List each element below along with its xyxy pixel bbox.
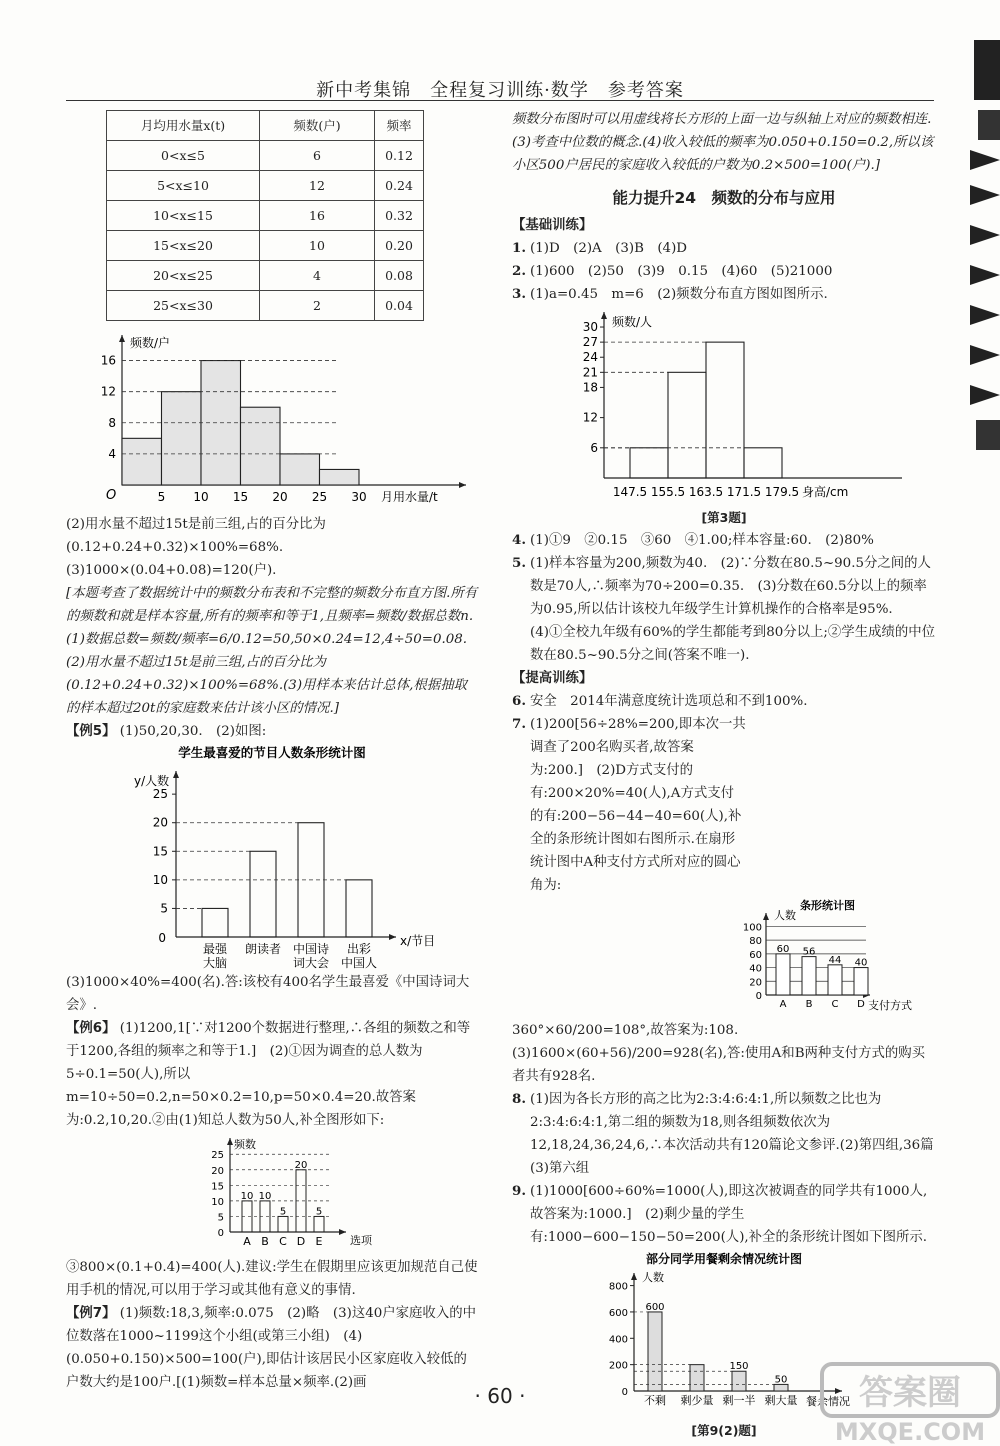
histogram-bar: [668, 372, 706, 478]
question-6: 6. 安全 2014年满意度统计选项总和不到100%.: [512, 693, 808, 709]
table-row: [107, 141, 424, 171]
y-tick-label: 21: [582, 365, 598, 380]
answer-text: (2)用水量不超过15t是前三组,占的百分比为(0.12+0.24+0.32)×100%=68%.: [66, 517, 326, 555]
y-axis-label: 频数: [234, 1138, 256, 1151]
x-axis-arrow: [339, 1229, 346, 1235]
table-cell: 16: [260, 201, 375, 231]
question-1: 1. (1)D (2)A (3)B (4)D: [512, 240, 688, 256]
table-cell: 0.20: [375, 231, 424, 261]
question-text: (1)①9 ②0.15 ③60 ④1.00;样本容量:60. (2)80%: [530, 533, 874, 548]
bar: [690, 1365, 704, 1391]
data-label: 10: [258, 1190, 272, 1202]
x-tick-label: 171.5: [726, 485, 762, 499]
header-rule: [66, 100, 934, 101]
example-label: 【例7】: [66, 1306, 116, 1321]
y-tick-label: 6: [590, 440, 598, 455]
y-axis-label: 人数: [642, 1271, 664, 1284]
y-tick-label: 20: [749, 977, 762, 989]
y-axis-arrow: [601, 312, 607, 319]
y-axis-label: 频数/人: [612, 315, 653, 329]
y-tick-label: 10: [211, 1196, 224, 1208]
example-6: [66, 1017, 478, 1132]
question-text: (1)200[56÷28%=200,即本次一共调查了200名购买者,故答案为:200.] (2)D方式支付的有:200×20%=40(人),A方式支付的有:200−56−44−40=60(人),补全的条形统计图如右图所示.在扇形统计图中A种支付方式所对应的圆心角为:: [530, 717, 746, 893]
subsection-label: [512, 214, 936, 237]
y-tick-label: 100: [742, 922, 762, 934]
height-histogram: [512, 306, 936, 506]
origin-label: 0: [217, 1228, 224, 1239]
x-tick-label: 30: [351, 490, 367, 504]
table-cell: 12: [260, 171, 375, 201]
bar: [732, 1371, 746, 1391]
x-axis-label: 月用水量/t: [381, 490, 438, 504]
bar: [278, 1216, 288, 1232]
histogram-bar: [320, 469, 360, 485]
explanation-text: [本题考查了数据统计中的频数分布表和不完整的频数分布直方图.所有的频数和就是样本容量,所有的频率和等于1,且频率=频数/数据总数n.(1)数据总数=频数/频率=6/0.12=50,50×0.24=12,4÷50=0.08.(2)用水量不超过15t是前三组,占的百分比为(0.12+0.24+0.32)×100%=68%.(3)用样本来估计总体,根据抽取的样本超过20t的家庭数来估计该小区的情况.]: [66, 586, 478, 716]
histogram-bar: [122, 438, 162, 485]
x-tick-label: C: [279, 1235, 287, 1248]
table-cell: 10: [260, 231, 375, 261]
question-9: 9. (1)1000[600÷60%=1000(人),即这次被调查的同学共有1000人,故答案为:1000.] (2)剩少量的学生有:1000−600−150−50=200(人),补全的条形统计图如下图所示.: [512, 1183, 928, 1245]
histogram-bar: [744, 448, 782, 478]
question-8: 8. (1)因为各长方形的高之比为2:3:4:6:4:1,所以频数之比也为2:3:4:6:4:1,第二组的频数为18,则各组频数依次为12,18,24,36,24,6,∴本次活动共有120篇论文参评.(2)第四组,36篇 (3)第六组: [512, 1091, 947, 1176]
edge-tabs-decoration: [970, 0, 1000, 500]
y-tick-label: 20: [211, 1165, 224, 1177]
svg-text:答案圈: 答案圈: [859, 1373, 961, 1413]
table-row: [107, 261, 424, 291]
y-tick-label: 24: [582, 350, 598, 365]
x-tick-label: 179.5: [764, 485, 800, 499]
data-label: 40: [854, 957, 868, 969]
question-text: (1)因为各长方形的高之比为2:3:4:6:4:1,所以频数之比也为2:3:4:6:4:1,第二组的频数为18,则各组频数依次为12,18,24,36,24,6,∴本次活动共有120篇论文参评.(2)第四组,36篇 (3)第六组: [530, 1092, 947, 1176]
question-text: 360°×60/200=108°,故答案为:108. (3)1600×(60+56)/200=928(名),答:使用A和B两种支付方式的购买者共有928名.: [512, 1023, 926, 1084]
bar: [250, 851, 276, 937]
subsection-label: [512, 667, 936, 690]
answer-text: (3)1000×(0.04+0.08)=120(户).: [66, 563, 277, 578]
watermark-logo: [820, 1360, 1000, 1446]
y-axis-arrow: [631, 1273, 637, 1280]
question-text: 安全 2014年满意度统计选项总和不到100%.: [530, 694, 808, 709]
table-row: [107, 291, 424, 321]
x-tick-label: 不剩: [644, 1394, 666, 1407]
section-title: 能力提升24 频数的分布与应用: [612, 189, 836, 207]
bar: [202, 908, 228, 937]
x-axis-label: 餐余情况: [806, 1395, 850, 1408]
figure-caption: [第3题]: [701, 510, 747, 525]
question-text: (1)a=0.45 m=6 (2)频数分布直方图如图所示.: [530, 287, 828, 302]
y-axis-arrow: [227, 1138, 233, 1145]
data-label: 5: [279, 1206, 287, 1218]
x-tick-label: 中国人: [340, 956, 378, 970]
y-axis-label: y/人数: [134, 774, 170, 788]
x-tick-label: 147.5: [612, 485, 648, 499]
x-tick-label: 20: [272, 490, 288, 504]
table-header-row: [107, 111, 424, 141]
data-label: 56: [802, 946, 816, 958]
y-tick-label: 8: [108, 415, 116, 430]
x-tick-label: 大脑: [202, 956, 228, 970]
y-tick-label: 27: [582, 335, 598, 350]
example-7: [66, 1302, 478, 1394]
x-tick-label: 15: [232, 490, 249, 504]
table-header: 频数(户): [260, 111, 375, 141]
chart-title: 部分同学用餐剩余情况统计图: [645, 1252, 803, 1266]
svg-text:MXQE.COM: MXQE.COM: [834, 1418, 986, 1446]
y-tick-label: 16: [100, 353, 116, 368]
y-axis-arrow: [173, 771, 179, 778]
x-tick-label: C: [831, 999, 839, 1010]
data-label: 50: [774, 1374, 788, 1386]
y-axis-arrow: [763, 913, 769, 920]
y-tick-label: 20: [152, 815, 168, 830]
bar: [648, 1312, 662, 1391]
y-tick-label: 800: [608, 1281, 628, 1293]
payment-method-bar-chart: [730, 897, 936, 1019]
table-cell: 0.32: [375, 201, 424, 231]
y-axis-arrow: [119, 335, 125, 342]
chart-title: 条形统计图: [800, 899, 855, 912]
y-tick-label: 80: [749, 936, 762, 948]
data-label: 44: [828, 954, 842, 966]
table-cell: 0.12: [375, 141, 424, 171]
answer-text: ③800×(0.1+0.4)=400(人).建议:学生在假期里应该更加规范自己使用手机的情况,可以用于学习或其他有意义的事情.: [66, 1260, 478, 1298]
x-tick-label: 25: [311, 490, 328, 504]
bar: [346, 880, 372, 937]
y-tick-label: 40: [749, 963, 762, 975]
y-tick-label: 400: [608, 1334, 628, 1346]
x-tick-label: 剩一半: [722, 1394, 756, 1407]
x-tick-label: E: [315, 1235, 323, 1248]
x-tick-label: 163.5: [688, 485, 724, 499]
example-5: [66, 720, 478, 743]
origin-label: 0: [755, 991, 762, 1002]
table-cell: 0.24: [375, 171, 424, 201]
question-text: (1)600 (2)50 (3)9 0.15 (4)60 (5)21000: [530, 264, 833, 279]
bar: [828, 965, 842, 995]
histogram-bar: [162, 392, 202, 485]
table-cell: 5<x≤10: [107, 171, 260, 201]
example-text: (1)50,20,30. (2)如图:: [119, 724, 267, 739]
question-text: (1)1000[600÷60%=1000(人),即这次被调查的同学共有1000人,故答案为:1000.] (2)剩少量的学生有:1000−600−150−50=200(人),补全的条形统计图如下图所示.: [530, 1184, 928, 1245]
histogram-bar: [280, 454, 320, 485]
y-tick-label: 5: [217, 1212, 224, 1224]
y-tick-label: 4: [108, 446, 116, 461]
advanced-training-label: 【提高训练】: [512, 671, 593, 686]
x-axis-label: 选项: [350, 1234, 372, 1247]
right-column: [512, 108, 947, 1442]
origin-label: 0: [621, 1387, 628, 1398]
y-tick-label: 600: [608, 1307, 628, 1319]
question-3: 3. (1)a=0.45 m=6 (2)频数分布直方图如图所示.: [512, 286, 828, 302]
favorite-program-bar-chart: [66, 743, 478, 971]
question-text: (1)样本容量为200,频数为40. (2)∵分数在80.5~90.5分之间的人数是70人,∴频率为70÷200=0.35. (3)分数在60.5分以上的频率为0.95,所以估计该校九年级学生计算机操作的合格率是95%. (4)①全校九年级有60%的学生都能考到80分以上;②学生成绩的中位数在80.5~90.5分之间(答案不唯一).: [530, 556, 936, 663]
y-tick-label: 15: [211, 1181, 224, 1193]
bar: [802, 957, 816, 995]
table-row: [107, 171, 424, 201]
x-tick-label: 剩少量: [680, 1394, 714, 1407]
data-label: 600: [645, 1301, 665, 1313]
y-tick-label: 200: [608, 1360, 628, 1372]
table-cell: 2: [260, 291, 375, 321]
question-2: 2. (1)600 (2)50 (3)9 0.15 (4)60 (5)21000: [512, 263, 833, 279]
water-usage-histogram: [66, 327, 478, 513]
x-tick-label: 5: [157, 490, 166, 504]
table-cell: 0.08: [375, 261, 424, 291]
question-7-text-wrap: 7. (1)200[56÷28%=200,即本次一共调查了200名购买者,故答案为:200.] (2)D方式支付的有:200×20%=40(人),A方式支付的有:200−56−44−40=60(人),补全的条形统计图如右图所示.在扇形统计图中A种支付方式所对应的圆心角为:: [512, 716, 746, 893]
table-cell: 25<x≤30: [107, 291, 260, 321]
question-5: 5. (1)样本容量为200,频数为40. (2)∵分数在80.5~90.5分之间的人数是70人,∴频率为70÷200=0.35. (3)分数在60.5分以上的频率为0.95,所以估计该校九年级学生计算机操作的合格率是95%. (4)①全校九年级有60%的学生都能考到80分以上;②学生成绩的中位数在80.5~90.5分之间(答案不唯一).: [512, 555, 936, 663]
y-tick-label: 12: [100, 384, 116, 399]
x-tick-label: B: [261, 1235, 269, 1248]
data-label: 60: [776, 943, 790, 955]
origin-label: O: [106, 488, 117, 503]
bar: [776, 954, 790, 995]
phone-usage-bar-chart: [66, 1132, 478, 1256]
x-tick-label: 朗读者: [244, 942, 282, 956]
y-tick-label: 25: [152, 787, 168, 802]
x-tick-label: D: [296, 1235, 306, 1248]
x-tick-label: A: [243, 1235, 251, 1248]
table-cell: 20<x≤25: [107, 261, 260, 291]
table-cell: 15<x≤20: [107, 231, 260, 261]
x-tick-label: A: [779, 999, 787, 1010]
x-tick-label: 词大会: [292, 956, 330, 970]
left-column: [66, 110, 478, 1394]
question-4: 4. (1)①9 ②0.15 ③60 ④1.00;样本容量:60. (2)80%: [512, 532, 874, 548]
y-axis-label: 人数: [774, 909, 796, 922]
example-label: 【例5】: [66, 724, 116, 739]
x-tick-label: 出彩: [346, 942, 372, 956]
question-text: (1)D (2)A (3)B (4)D: [530, 241, 688, 256]
x-axis-label: 身高/cm: [802, 485, 849, 499]
table-cell: 6: [260, 141, 375, 171]
y-tick-label: 15: [152, 844, 168, 859]
histogram-bar: [706, 342, 744, 478]
x-axis-arrow: [389, 934, 396, 940]
x-tick-label: B: [805, 999, 813, 1010]
table-header: 频率: [375, 111, 424, 141]
table-cell: 10<x≤15: [107, 201, 260, 231]
table-cell: 0<x≤5: [107, 141, 260, 171]
x-tick-label: 155.5: [650, 485, 686, 499]
table-row: [107, 231, 424, 261]
y-tick-label: 60: [749, 949, 762, 961]
origin-label: 0: [158, 931, 166, 945]
x-tick-label: D: [857, 999, 865, 1010]
bar: [854, 968, 868, 995]
frequency-table: [106, 110, 424, 321]
x-axis-label: x/节目: [400, 934, 436, 948]
y-tick-label: 10: [152, 872, 168, 887]
example-label: 【例6】: [66, 1021, 116, 1036]
figure-caption: [第9(2)题]: [691, 1423, 757, 1438]
explanation-text: 频数分布图时可以用虚线将长方形的上面一边与纵轴上对应的频数相连.(3)考查中位数的概念.(4)收入较低的频率为0.050+0.150=0.2,所以该小区500户居民的家庭收入较低的户数为0.2×500=100(户).]: [512, 112, 934, 173]
data-label: 20: [294, 1159, 308, 1171]
y-tick-label: 12: [582, 410, 598, 425]
x-tick-label: 剩大量: [764, 1394, 798, 1407]
table-cell: 0.04: [375, 291, 424, 321]
x-tick-label: 中国诗: [292, 942, 330, 956]
example-text: (1)1200,1[∵对1200个数据进行整理,∴各组的频数之和等于1200,各组的频率之和等于1.] (2)①因为调查的总人数为5÷0.1=50(人),所以m=10÷50=0.2,n=50×0.2=10,p=50×0.4=20.故答案为:0.2,10,20.②由(1)知总人数为50人,补全图形如下:: [66, 1021, 471, 1128]
basic-training-label: 【基础训练】: [512, 218, 593, 233]
x-axis-arrow: [459, 482, 466, 488]
data-label: 10: [240, 1190, 254, 1202]
chart-title: 学生最喜爱的节目人数条形统计图: [178, 745, 366, 760]
x-tick-label: 10: [193, 490, 209, 504]
table-header: 月均用水量x(t): [107, 111, 260, 141]
y-tick-label: 30: [582, 320, 598, 335]
question-7: [512, 713, 936, 1019]
y-tick-label: 25: [211, 1150, 224, 1162]
y-axis-label: 频数/户: [130, 336, 171, 350]
table-cell: 4: [260, 261, 375, 291]
data-label: 150: [729, 1361, 749, 1373]
y-tick-label: 18: [582, 380, 598, 395]
x-axis-label: 支付方式: [868, 999, 912, 1012]
x-tick-label: 最强: [202, 942, 228, 956]
table-row: [107, 201, 424, 231]
histogram-bar: [241, 407, 281, 485]
page-header: 新中考集锦 全程复习训练·数学 参考答案: [316, 80, 684, 101]
answer-text: (3)1000×40%=400(名).答:该校有400名学生最喜爱《中国诗词大会》.: [66, 975, 470, 1013]
histogram-bar: [630, 448, 668, 478]
y-tick-label: 5: [160, 901, 168, 916]
bar: [314, 1216, 324, 1232]
page-number: · 60 ·: [474, 1384, 526, 1408]
example-text: (1)频数:18,3,频率:0.075 (2)略 (3)这40户家庭收入的中位数落在1000~1199这个小组(或第三小组) (4)(0.050+0.150)×500=100(户),即估计该居民小区家庭收入较低的户数大约是100户.[(1)频数=样本总量×频率.(2)画: [66, 1306, 476, 1390]
data-label: 5: [315, 1206, 323, 1218]
